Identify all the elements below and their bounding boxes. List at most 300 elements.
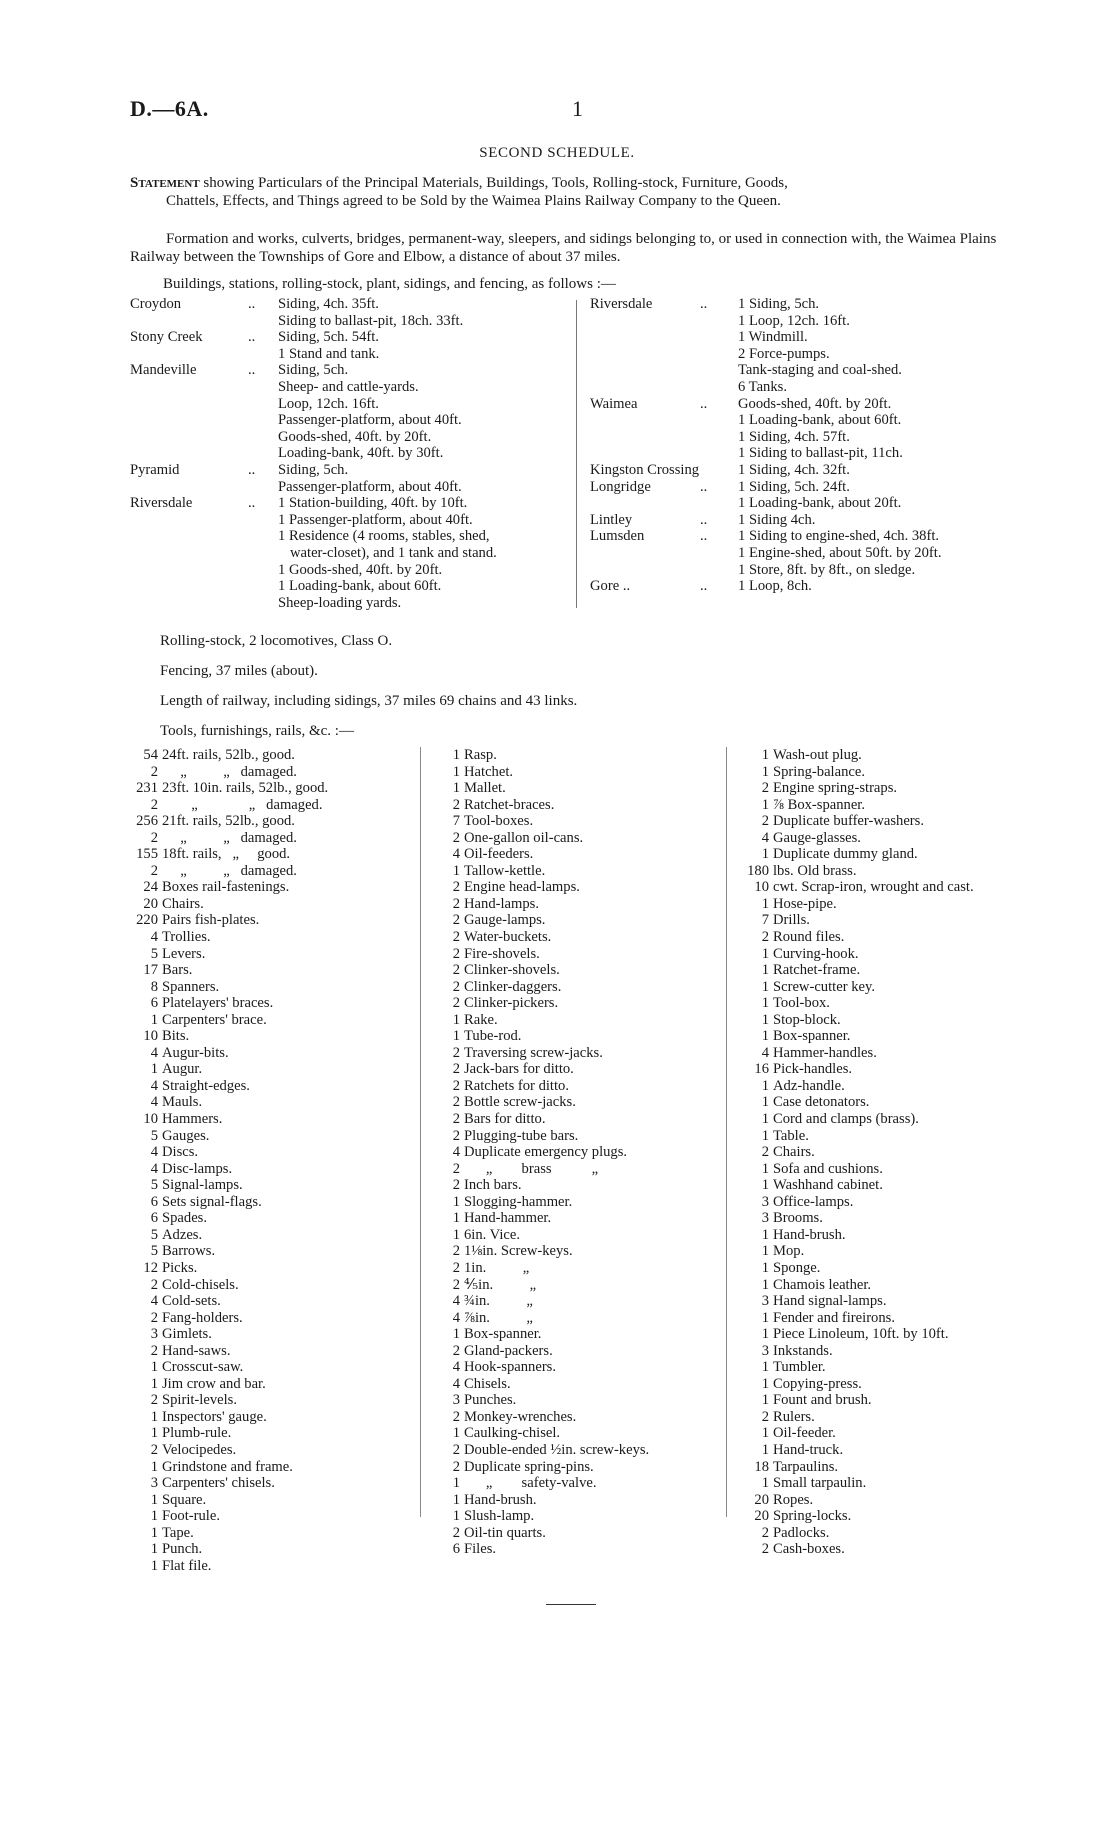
tool-quantity: 2 (452, 1160, 460, 1177)
tool-quantity: 10 (754, 879, 769, 896)
tool-row (440, 1492, 750, 1509)
tool-description: Cord and clamps (brass). (773, 1111, 919, 1128)
tool-quantity: 4 (452, 1144, 460, 1161)
tool-description: Punch. (162, 1541, 203, 1558)
tool-row (440, 1293, 750, 1310)
building-entry (590, 528, 1030, 578)
tool-description: Tape. (162, 1524, 194, 1541)
tool-quantity: 20 (754, 1491, 769, 1508)
tool-quantity: 2 (452, 1524, 460, 1541)
tool-quantity: 1 (150, 1508, 158, 1525)
column-divider (576, 300, 577, 608)
tool-description: Platelayers' braces. (162, 995, 274, 1012)
tools-column-1 (130, 747, 430, 1574)
tool-quantity: 1 (761, 945, 769, 962)
tool-row (735, 1227, 1045, 1244)
tool-description: „ „ damaged. (162, 829, 297, 846)
tool-description: Picks. (162, 1259, 198, 1276)
tool-row (735, 1310, 1045, 1327)
tool-description: „ „ damaged. (162, 862, 297, 879)
tool-row (130, 1525, 430, 1542)
tool-row (440, 946, 750, 963)
tool-quantity: 4 (150, 1293, 158, 1310)
tool-row (735, 879, 1045, 896)
tool-description: Office-lamps. (773, 1193, 854, 1210)
tool-description: Tallow-kettle. (464, 862, 546, 879)
tool-description: Inspectors' gauge. (162, 1408, 267, 1425)
tool-quantity: 2 (761, 1524, 769, 1541)
tool-description: Files. (464, 1541, 497, 1558)
tool-quantity: 2 (150, 796, 158, 813)
tool-quantity: 1 (452, 747, 460, 763)
tool-row (440, 1326, 750, 1343)
tool-quantity: 4 (150, 1160, 158, 1177)
tool-quantity: 155 (136, 846, 158, 863)
fencing-line: Fencing, 37 miles (about). (160, 663, 318, 679)
tool-quantity: 1 (761, 1441, 769, 1458)
tool-quantity: 4 (452, 1375, 460, 1392)
tool-description: Tumbler. (773, 1359, 826, 1376)
tool-quantity: 1 (761, 895, 769, 912)
tool-row (130, 1061, 430, 1078)
tool-description: Brooms. (773, 1210, 823, 1227)
tool-row (440, 780, 750, 797)
building-item: 1 Siding to engine-shed, 4ch. 38ft. (738, 528, 940, 545)
building-item: 1 Residence (4 rooms, stables, shed, (278, 528, 490, 545)
tool-quantity: 1 (452, 1011, 460, 1028)
tool-quantity: 5 (150, 1243, 158, 1260)
tool-quantity: 1 (761, 978, 769, 995)
tool-description: Mop. (773, 1243, 805, 1260)
tool-quantity: 4 (761, 1044, 769, 1061)
tool-row (735, 1343, 1045, 1360)
tool-row (735, 946, 1045, 963)
tool-description: „ brass „ (464, 1160, 599, 1177)
tool-row (440, 747, 750, 764)
column-divider (726, 747, 727, 1517)
building-item: 1 Stand and tank. (278, 345, 380, 362)
tool-row (130, 879, 430, 896)
tool-description: 6in. Vice. (464, 1226, 521, 1243)
tool-row (440, 1094, 750, 1111)
tool-row (130, 1128, 430, 1145)
tool-description: Carpenters' chisels. (162, 1475, 275, 1492)
tool-description: Clinker-shovels. (464, 962, 560, 979)
tool-quantity: 1 (452, 1193, 460, 1210)
building-item: 1 Engine-shed, about 50ft. by 20ft. (738, 544, 942, 561)
tool-row (130, 1310, 430, 1327)
tool-description: Chisels. (464, 1375, 511, 1392)
tool-row (130, 1045, 430, 1062)
tool-description: Wash-out plug. (773, 747, 862, 763)
tool-quantity: 3 (761, 1193, 769, 1210)
tool-row (130, 1442, 430, 1459)
tool-description: Gauge-glasses. (773, 829, 861, 846)
station-name: Kingston Crossing (590, 461, 700, 478)
tool-row (440, 1260, 750, 1277)
tool-row (130, 979, 430, 996)
tool-row (440, 1392, 750, 1409)
tool-quantity: 1 (452, 1475, 460, 1492)
tool-row (130, 1392, 430, 1409)
tool-row (440, 830, 750, 847)
tool-description: Hook-spanners. (464, 1359, 557, 1376)
tool-description: Oil-feeder. (773, 1425, 836, 1442)
leader-dots: .. (700, 578, 708, 595)
building-item: Siding, 5ch. (278, 461, 349, 478)
building-item: 1 Loading-bank, about 60ft. (738, 412, 902, 429)
tool-description: Screw-cutter key. (773, 978, 875, 995)
tool-quantity: 1 (452, 763, 460, 780)
tool-quantity: 3 (761, 1293, 769, 1310)
building-entry (590, 479, 1030, 512)
tool-quantity: 2 (150, 829, 158, 846)
tool-row (130, 1194, 430, 1211)
tool-quantity: 220 (136, 912, 158, 929)
tool-quantity: 1 (761, 796, 769, 813)
tool-row (735, 1492, 1045, 1509)
building-item: Siding, 4ch. 35ft. (278, 296, 379, 312)
tool-row (735, 995, 1045, 1012)
tool-quantity: 5 (150, 945, 158, 962)
tool-row (440, 863, 750, 880)
tool-description: Chairs. (162, 895, 204, 912)
tool-description: Augur. (162, 1061, 203, 1078)
tool-row (130, 1326, 430, 1343)
tool-description: Discs. (162, 1144, 199, 1161)
page-number: 1 (572, 96, 583, 121)
station-name: Croydon (130, 296, 182, 312)
tool-row (735, 1326, 1045, 1343)
tool-quantity: 20 (143, 895, 158, 912)
tool-description: Gauge-lamps. (464, 912, 546, 929)
tool-description: Carpenters' brace. (162, 1011, 267, 1028)
building-entry (130, 329, 570, 362)
tool-quantity: 1 (761, 1094, 769, 1111)
tool-quantity: 2 (452, 929, 460, 946)
tool-description: Bars. (162, 962, 193, 979)
tool-row (735, 1409, 1045, 1426)
tool-quantity: 2 (150, 1392, 158, 1409)
tool-quantity: 2 (452, 1077, 460, 1094)
tool-description: Inkstands. (773, 1342, 833, 1359)
station-name: Lintley (590, 511, 633, 528)
tool-description: Grindstone and frame. (162, 1458, 293, 1475)
tool-row (735, 1541, 1045, 1558)
tool-quantity: 54 (143, 747, 158, 763)
station-name: Stony Creek (130, 329, 203, 346)
tool-row (130, 1359, 430, 1376)
tool-description: „ „ damaged. (162, 763, 297, 780)
tool-row (440, 1144, 750, 1161)
tool-quantity: 5 (150, 1127, 158, 1144)
tool-description: Plumb-rule. (162, 1425, 232, 1442)
tool-row (735, 1012, 1045, 1029)
tool-row (735, 1210, 1045, 1227)
tool-quantity: 1 (761, 1309, 769, 1326)
tool-row (130, 1293, 430, 1310)
tool-quantity: 1 (761, 763, 769, 780)
tool-description: Ratchet-frame. (773, 962, 861, 979)
building-item: 1 Passenger-platform, about 40ft. (278, 511, 473, 528)
tool-row (130, 1376, 430, 1393)
tool-row (735, 1475, 1045, 1492)
building-item: Passenger-platform, about 40ft. (278, 478, 462, 495)
tool-quantity: 10 (143, 1111, 158, 1128)
tools-column-2 (440, 747, 750, 1558)
tool-quantity: 2 (761, 929, 769, 946)
tool-quantity: 1 (761, 1028, 769, 1045)
tool-description: Levers. (162, 945, 206, 962)
tool-row (735, 1459, 1045, 1476)
tool-description: Straight-edges. (162, 1077, 250, 1094)
tool-quantity: 1 (452, 1508, 460, 1525)
tool-description: Water-buckets. (464, 929, 552, 946)
tool-quantity: 1 (761, 1375, 769, 1392)
tool-quantity: 2 (452, 962, 460, 979)
tool-row (440, 979, 750, 996)
tool-quantity: 1 (761, 1392, 769, 1409)
tool-description: Hand-hammer. (464, 1210, 552, 1227)
tool-description: ⅞in. „ (464, 1309, 533, 1326)
tool-quantity: 4 (150, 1044, 158, 1061)
tool-quantity: 1 (452, 1425, 460, 1442)
tool-description: Jim crow and bar. (162, 1375, 266, 1392)
closing-rule (546, 1604, 596, 1605)
tool-row (440, 797, 750, 814)
building-item: 1 Siding to ballast-pit, 11ch. (738, 445, 903, 462)
tool-description: Copying-press. (773, 1375, 862, 1392)
tool-row (440, 1061, 750, 1078)
tool-quantity: 2 (761, 780, 769, 797)
tool-quantity: 4 (761, 829, 769, 846)
tool-description: Double-ended ½in. screw-keys. (464, 1441, 650, 1458)
tool-description: 1⅛in. Screw-keys. (464, 1243, 573, 1260)
tool-description: Crosscut-saw. (162, 1359, 244, 1376)
tool-description: Pairs fish-plates. (162, 912, 260, 929)
tool-description: Cash-boxes. (773, 1541, 845, 1558)
tool-description: Piece Linoleum, 10ft. by 10ft. (773, 1326, 949, 1343)
building-item: 1 Loading-bank, about 20ft. (738, 495, 902, 512)
tool-quantity: 7 (761, 912, 769, 929)
tool-row (735, 962, 1045, 979)
tool-row (735, 1111, 1045, 1128)
tool-quantity: 2 (452, 1441, 460, 1458)
tool-description: Inch bars. (464, 1177, 522, 1194)
tool-row (440, 995, 750, 1012)
tool-quantity: 2 (150, 763, 158, 780)
tool-quantity: 1 (150, 1061, 158, 1078)
tool-description: Ratchet-braces. (464, 796, 555, 813)
tool-description: Clinker-pickers. (464, 995, 559, 1012)
tool-description: Washhand cabinet. (773, 1177, 883, 1194)
tool-row (130, 1177, 430, 1194)
tool-description: Duplicate dummy gland. (773, 846, 918, 863)
building-item: 6 Tanks. (738, 378, 787, 395)
building-item: 1 Siding, 5ch. (738, 296, 820, 312)
tool-quantity: 2 (452, 1177, 460, 1194)
tools-column-3 (735, 747, 1045, 1558)
tool-row (735, 1392, 1045, 1409)
tool-row (735, 1508, 1045, 1525)
tool-quantity: 16 (754, 1061, 769, 1078)
tool-description: Cold-sets. (162, 1293, 221, 1310)
tool-quantity: 2 (150, 1276, 158, 1293)
tool-row (440, 1475, 750, 1492)
tool-quantity: 3 (452, 1392, 460, 1409)
building-item: Goods-shed, 40ft. by 20ft. (278, 428, 432, 445)
railway-length-line: Length of railway, including sidings, 37 miles 69 chains and 43 links. (160, 693, 578, 709)
tool-description: Curving-hook. (773, 945, 859, 962)
tool-description: Padlocks. (773, 1524, 830, 1541)
tool-row (440, 1045, 750, 1062)
tool-quantity: 2 (452, 945, 460, 962)
tool-row (440, 813, 750, 830)
tool-description: ⅘in. „ (464, 1276, 537, 1293)
statement-body: showing Particulars of the Principal Materials, Buildings, Tools, Rolling-stock, Furniture, Goods, (203, 175, 788, 191)
tool-row (440, 1012, 750, 1029)
tool-row (735, 1359, 1045, 1376)
tool-row (130, 1475, 430, 1492)
tool-description: Tube-rod. (464, 1028, 522, 1045)
tool-quantity: 2 (452, 895, 460, 912)
tool-row (440, 1128, 750, 1145)
tool-description: lbs. Old brass. (773, 862, 857, 879)
tool-quantity: 1 (150, 1541, 158, 1558)
building-entry (130, 296, 570, 329)
tool-quantity: 2 (452, 978, 460, 995)
tool-description: Rulers. (773, 1408, 815, 1425)
tool-description: Case detonators. (773, 1094, 870, 1111)
tool-row (130, 1277, 430, 1294)
tool-row (440, 846, 750, 863)
tool-quantity: 1 (761, 1475, 769, 1492)
tool-quantity: 2 (452, 1276, 460, 1293)
tool-row (130, 797, 430, 814)
tool-row (440, 1078, 750, 1095)
tool-quantity: 1 (761, 1359, 769, 1376)
tool-row (130, 1492, 430, 1509)
tool-description: Tool-box. (773, 995, 830, 1012)
tool-quantity: 1 (761, 1326, 769, 1343)
tool-row (440, 1194, 750, 1211)
tool-row (130, 1012, 430, 1029)
tool-quantity: 1 (761, 1243, 769, 1260)
tool-row (440, 1243, 750, 1260)
tool-row (130, 1541, 430, 1558)
statement-lead: Statement (130, 175, 200, 191)
tool-quantity: 1 (761, 846, 769, 863)
leader-dots: .. (248, 461, 256, 478)
tool-quantity: 6 (150, 995, 158, 1012)
tool-description: Spring-locks. (773, 1508, 852, 1525)
tool-description: Boxes rail-fastenings. (162, 879, 290, 896)
tool-row (440, 962, 750, 979)
building-item: 1 Siding 4ch. (738, 511, 816, 528)
station-name: Gore .. (590, 578, 631, 595)
tool-description: Ratchets for ditto. (464, 1077, 569, 1094)
tool-description: Tool-boxes. (464, 813, 534, 830)
building-entry (590, 578, 1030, 595)
tool-quantity: 1 (761, 1077, 769, 1094)
building-entry (130, 362, 570, 462)
tool-row (440, 1359, 750, 1376)
tool-description: Engine head-lamps. (464, 879, 580, 896)
tool-quantity: 2 (150, 862, 158, 879)
tool-quantity: 2 (452, 1044, 460, 1061)
tool-quantity: 12 (143, 1259, 158, 1276)
tool-description: Jack-bars for ditto. (464, 1061, 574, 1078)
tool-row (735, 1028, 1045, 1045)
tool-description: Hand-brush. (464, 1491, 537, 1508)
tool-description: Sets signal-flags. (162, 1193, 262, 1210)
tool-description: 24ft. rails, 52lb., good. (162, 747, 295, 763)
station-name: Waimea (590, 395, 638, 412)
tool-row (440, 1310, 750, 1327)
tool-row (735, 1194, 1045, 1211)
tool-row (440, 929, 750, 946)
tool-description: Punches. (464, 1392, 517, 1409)
tool-description: Spanners. (162, 978, 220, 995)
tool-row (130, 846, 430, 863)
building-item: Loading-bank, 40ft. by 30ft. (278, 445, 444, 462)
tool-description: Square. (162, 1491, 207, 1508)
tool-row (735, 1128, 1045, 1145)
tool-row (440, 1227, 750, 1244)
building-item: Passenger-platform, about 40ft. (278, 412, 462, 429)
tool-row (735, 1525, 1045, 1542)
tool-description: Oil-tin quarts. (464, 1524, 546, 1541)
tool-description: Chairs. (773, 1144, 815, 1161)
tool-quantity: 2 (761, 1541, 769, 1558)
tool-row (440, 1442, 750, 1459)
tool-description: Gauges. (162, 1127, 210, 1144)
tool-description: Barrows. (162, 1243, 216, 1260)
tool-description: Caulking-chisel. (464, 1425, 561, 1442)
tool-row (735, 1260, 1045, 1277)
tool-row (440, 1525, 750, 1542)
tool-quantity: 2 (452, 1094, 460, 1111)
tool-description: Mallet. (464, 780, 506, 797)
tool-description: Oil-feeders. (464, 846, 534, 863)
tool-description: Rasp. (464, 747, 497, 763)
tool-row (440, 912, 750, 929)
leader-dots: .. (700, 511, 708, 528)
tool-row (735, 747, 1045, 764)
buildings-left-column (130, 296, 570, 611)
buildings-table (130, 296, 1030, 616)
tool-row (735, 1061, 1045, 1078)
tool-row (440, 1277, 750, 1294)
tool-row (735, 797, 1045, 814)
building-item: 1 Goods-shed, 40ft. by 20ft. (278, 561, 443, 578)
tool-row (735, 830, 1045, 847)
station-name: Riversdale (590, 296, 653, 312)
building-entry (590, 462, 1030, 479)
station-name: Riversdale (130, 495, 193, 512)
tool-description: 18ft. rails, „ good. (162, 846, 291, 863)
tool-row (130, 1260, 430, 1277)
tool-description: Trollies. (162, 929, 211, 946)
tool-description: Tarpaulins. (773, 1458, 839, 1475)
tool-description: Pick-handles. (773, 1061, 853, 1078)
building-item: 1 Station-building, 40ft. by 10ft. (278, 495, 468, 512)
station-name: Longridge (590, 478, 651, 495)
tool-row (130, 896, 430, 913)
page-header (130, 96, 1030, 126)
tool-row (440, 1541, 750, 1558)
tool-row (130, 1078, 430, 1095)
